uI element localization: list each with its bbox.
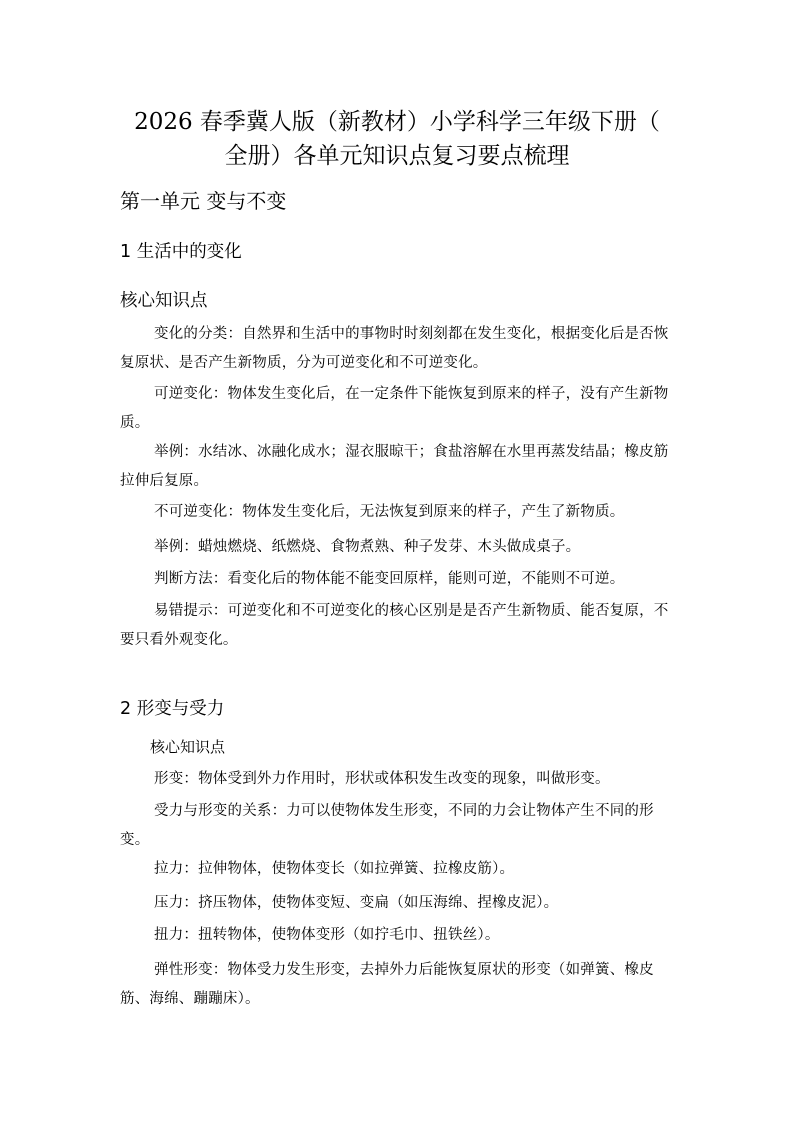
paragraph: 扭力：扭转物体，使物体变形（如拧毛巾、扭铁丝）。 bbox=[154, 927, 500, 943]
document-title bbox=[110, 105, 684, 173]
paragraph: 不可逆变化：物体发生变化后，无法恢复到原来的样子，产生了新物质。 bbox=[154, 504, 625, 520]
lesson-1-heading: 1 生活中的变化 bbox=[120, 242, 242, 262]
lesson-1-subheading: 核心知识点 bbox=[120, 291, 208, 311]
paragraph: 变化的分类：自然界和生活中的事物时时刻刻都在发生变化，根据变化后是否恢复原状、是否产生新物质，分为可逆变化和不可逆变化。 bbox=[120, 326, 669, 371]
title-line-2: 全册）各单元知识点复习要点梳理 bbox=[224, 143, 570, 169]
lesson-2-subheading: 核心知识点 bbox=[150, 738, 226, 756]
paragraph: 可逆变化：物体发生变化后，在一定条件下能恢复到原来的样子，没有产生新物质。 bbox=[120, 386, 669, 431]
title-line-1: 2026 春季冀人版（新教材）小学科学三年级下册（ bbox=[134, 109, 660, 135]
paragraph: 压力：挤压物体，使物体变短、变扁（如压海绵、捏橡皮泥）。 bbox=[154, 895, 559, 911]
paragraph: 形变：物体受到外力作用时，形状或体积发生改变的现象，叫做形变。 bbox=[154, 771, 610, 787]
lesson-2-heading: 2 形变与受力 bbox=[120, 699, 225, 719]
paragraph: 举例：蜡烛燃烧、纸燃烧、食物煮熟、种子发芽、木头做成桌子。 bbox=[154, 539, 581, 555]
paragraph: 判断方法：看变化后的物体能不能变回原样，能则可逆，不能则不可逆。 bbox=[154, 571, 625, 587]
paragraph: 易错提示：可逆变化和不可逆变化的核心区别是是否产生新物质、能否复原，不要只看外观变化。 bbox=[120, 603, 669, 648]
paragraph: 受力与形变的关系：力可以使物体发生形变，不同的力会让物体产生不同的形变。 bbox=[120, 803, 654, 848]
paragraph: 拉力：拉伸物体，使物体变长（如拉弹簧、拉橡皮筋）。 bbox=[154, 861, 515, 877]
paragraph: 举例：水结冰、冰融化成水；湿衣服晾干；食盐溶解在水里再蒸发结晶；橡皮筋拉伸后复原。 bbox=[120, 444, 669, 489]
unit-1-heading: 第一单元 变与不变 bbox=[120, 189, 287, 213]
paragraph: 弹性形变：物体受力发生形变，去掉外力后能恢复原状的形变（如弹簧、橡皮筋、海绵、蹦蹦床）。 bbox=[120, 962, 654, 1007]
